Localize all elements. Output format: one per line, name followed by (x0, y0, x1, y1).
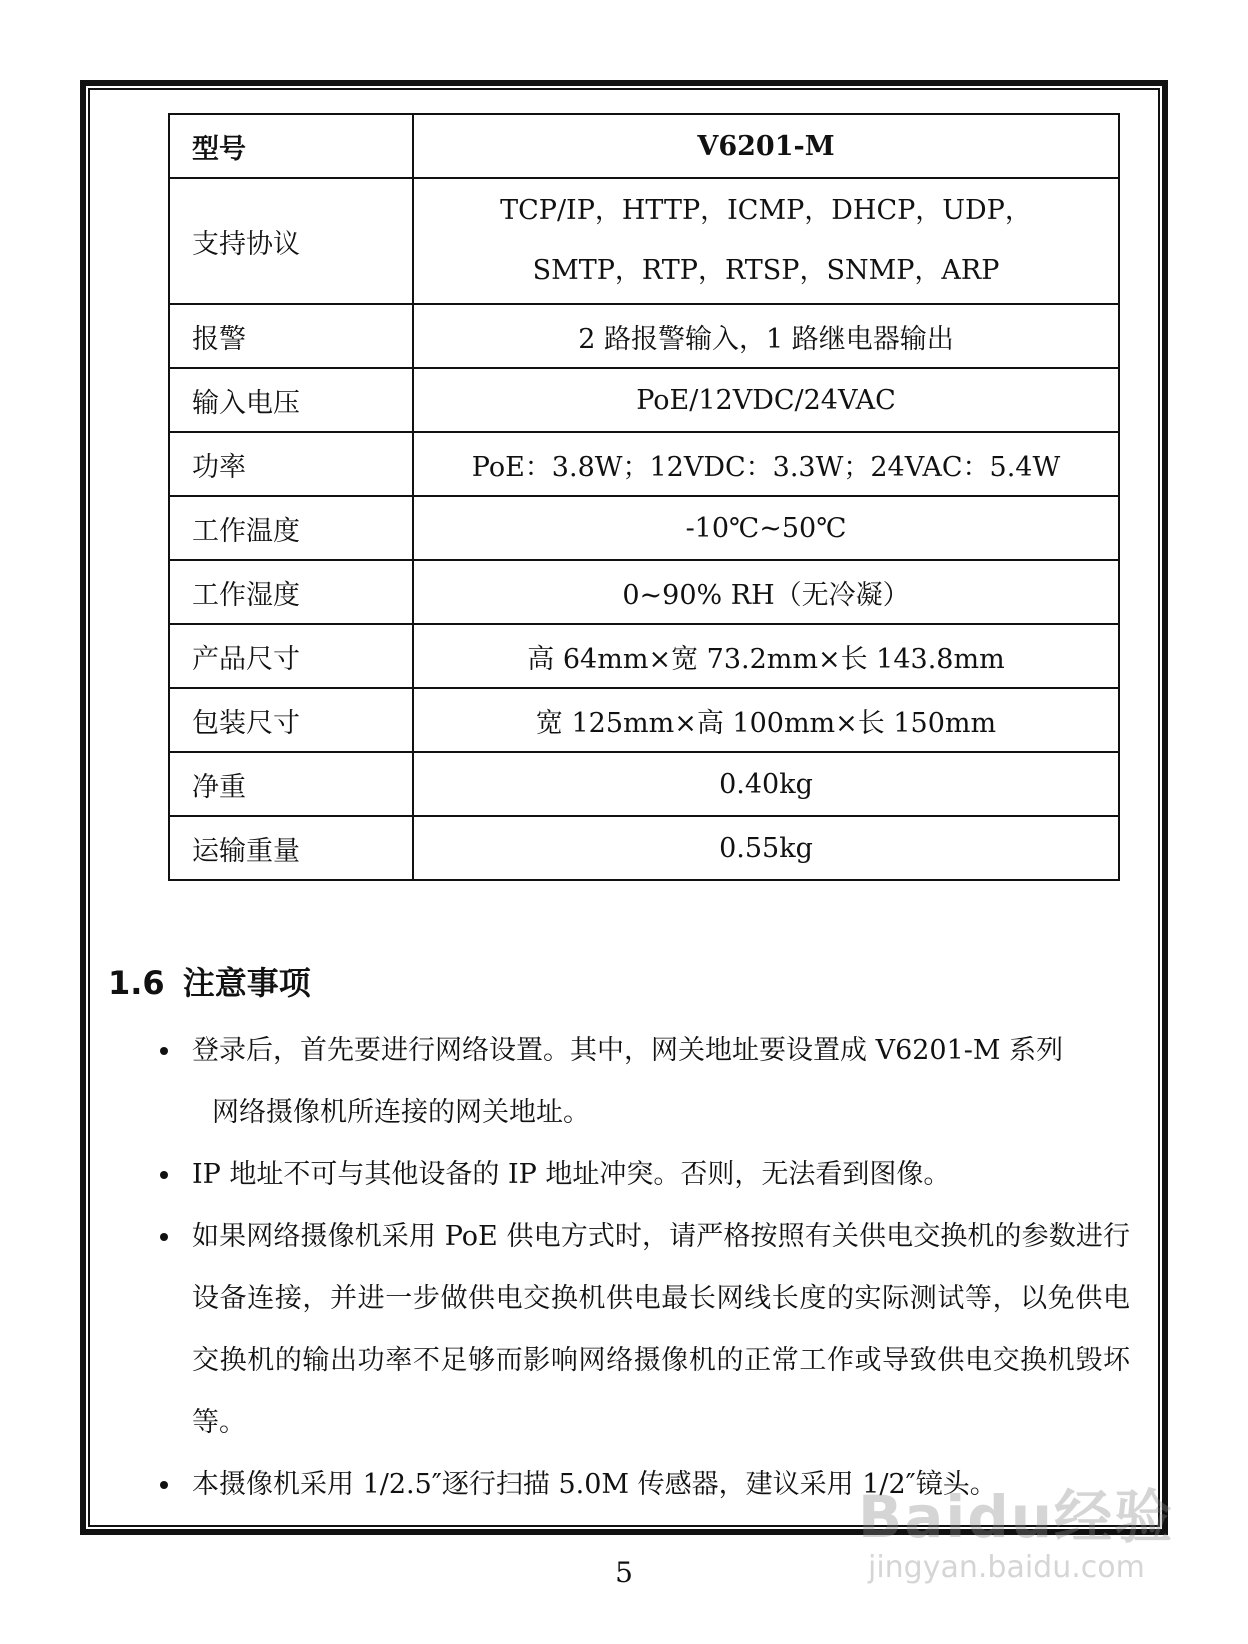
row-value: 0.40kg (413, 752, 1119, 816)
table-row (169, 368, 1119, 432)
row-value: PoE/12VDC/24VAC (413, 368, 1119, 432)
bullet-icon (160, 1171, 168, 1179)
row-label: 包装尺寸 (169, 688, 413, 752)
notes-list (160, 1020, 1130, 1516)
note-text: 本摄像机采用 1/2.5″逐行扫描 5.0M 传感器，建议采用 1/2″镜头。 (192, 1469, 997, 1500)
table-row (169, 816, 1119, 880)
row-value: 高 64mm×宽 73.2mm×长 143.8mm (413, 624, 1119, 688)
table-row (169, 752, 1119, 816)
spec-table (168, 113, 1120, 881)
table-header-value: V6201-M (413, 114, 1119, 178)
section-title: 注意事项 (182, 964, 311, 1002)
bullet-icon (160, 1481, 168, 1489)
protocols-line-1: TCP/IP，HTTP，ICMP，DHCP，UDP， (500, 195, 1032, 226)
row-value: 0.55kg (413, 816, 1119, 880)
table-header-row (169, 114, 1119, 178)
row-label: 工作温度 (169, 496, 413, 560)
table-row (169, 432, 1119, 496)
row-label: 净重 (169, 752, 413, 816)
row-value: 0~90% RH（无冷凝） (413, 560, 1119, 624)
row-label: 工作湿度 (169, 560, 413, 624)
row-label: 运输重量 (169, 816, 413, 880)
table-row (169, 624, 1119, 688)
page-number: 5 (615, 1556, 633, 1589)
protocols-label: 支持协议 (169, 178, 413, 304)
note-text: IP 地址不可与其他设备的 IP 地址冲突。否则，无法看到图像。 (192, 1159, 951, 1190)
table-row (169, 304, 1119, 368)
protocols-value (413, 178, 1119, 304)
table-row (169, 688, 1119, 752)
list-item (160, 1144, 1130, 1206)
row-value: 宽 125mm×高 100mm×长 150mm (413, 688, 1119, 752)
row-label: 报警 (169, 304, 413, 368)
table-header-label: 型号 (169, 114, 413, 178)
protocols-line-2: SMTP，RTP，RTSP，SNMP，ARP (532, 255, 1000, 286)
list-item (160, 1206, 1130, 1454)
section-number: 1.6 (108, 964, 165, 1002)
row-value: PoE：3.8W；12VDC：3.3W；24VAC：5.4W (413, 432, 1119, 496)
table-row (169, 496, 1119, 560)
note-line: 网络摄像机所连接的网关地址。 (212, 1097, 590, 1128)
row-value: 2 路报警输入，1 路继电器输出 (413, 304, 1119, 368)
watermark-url: jingyan.baidu.com (868, 1550, 1145, 1585)
table-row-protocols (169, 178, 1119, 304)
bullet-icon (160, 1047, 168, 1055)
row-value: -10℃~50℃ (413, 496, 1119, 560)
table-row (169, 560, 1119, 624)
row-label: 产品尺寸 (169, 624, 413, 688)
row-label: 输入电压 (169, 368, 413, 432)
list-item (160, 1020, 1130, 1144)
note-text: 如果网络摄像机采用 PoE 供电方式时，请严格按照有关供电交换机的参数进行设备连接，并进一步做供电交换机供电最长网线长度的实际测试等，以免供电交换机的输出功率不足够而影响网络摄像机的正常工作或导致供电交换机毁坏等。 (192, 1221, 1130, 1438)
note-line: 登录后，首先要进行网络设置。其中，网关地址要设置成 V6201-M 系列 (192, 1035, 1064, 1066)
note-text (160, 1020, 1130, 1144)
row-label: 功率 (169, 432, 413, 496)
bullet-icon (160, 1233, 168, 1241)
watermark-logo: Baidu经验 (858, 1483, 1175, 1551)
section-heading (108, 958, 311, 1004)
